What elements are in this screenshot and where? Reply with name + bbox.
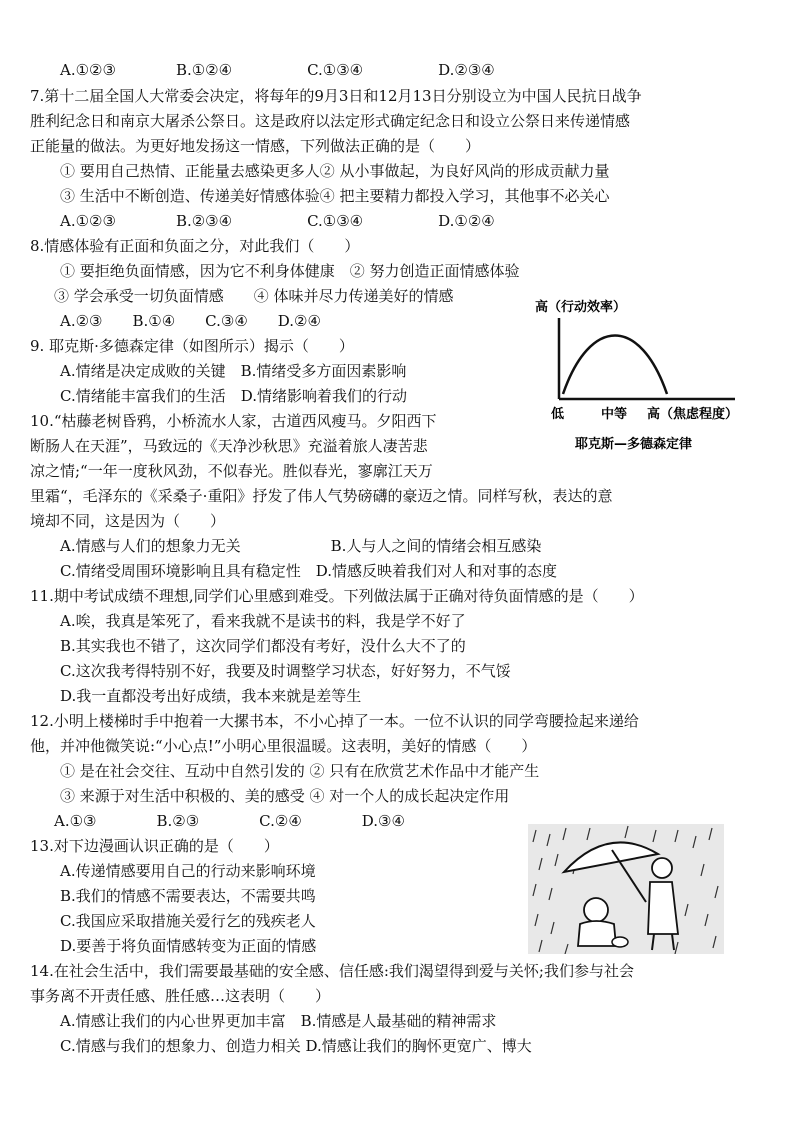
text-line: C.这次我考得特别不好，我要及时调整学习状态，好好努力，不气馁 [60,662,511,680]
text-line: C.我国应采取措施关爱行乞的残疾老人 [60,912,316,930]
yerkes-dodson-figure [535,296,747,456]
text-line: 事务离不开责任感、胜任感…这表明（ ） [30,987,331,1005]
text-line: 里霜“，毛泽东的《采桑子·重阳》抒发了伟人气势磅礴的豪迈之情。同样写秋，表达的意 [30,487,613,505]
text-line: A.唉，我真是笨死了，看来我就不是读书的料，我是学不好了 [60,612,466,630]
y-axis-label: 高（行动效率） [535,300,627,315]
text-line: C.情绪受周围环境影响且具有稳定性 D.情感反映着我们对人和对事的态度 [60,562,557,580]
text-line: 凉之情;“一年一度秋风劲，不似春光。胜似春光，寥廓江天万 [30,462,433,480]
text-line: C.情绪能丰富我们的生活 D.情绪影响着我们的行动 [60,387,407,405]
text-line: ③ 来源于对生活中积极的、美的感受 ④ 对一个人的成长起决定作用 [60,787,510,805]
text-line: A.①②③ B.②③④ C.①③④ D.①②④ [60,212,495,230]
text-line: B.我们的情感不需要表达，不需要共鸣 [60,887,316,905]
text-line: 断肠人在天涯”，马致远的《天净沙秋思》充溢着旅人凄苦悲 [30,437,428,455]
text-line: 13.对下边漫画认识正确的是（ ） [30,837,279,855]
x-tick-high: 高（焦虑程度） [647,407,739,422]
text-line: 境却不同，这是因为（ ） [30,512,226,530]
text-line: D.要善于将负面情感转变为正面的情感 [60,937,317,955]
rain-umbrella-comic [528,824,724,954]
text-line: ① 是在社会交往、互动中自然引发的 ② 只有在欣赏艺术作品中才能产生 [60,762,540,780]
x-tick-low: 低 [551,407,565,422]
text-line: ③ 学会承受一切负面情感 ④ 体味并尽力传递美好的情感 [54,287,454,305]
text-line: A.情感让我们的内心世界更加丰富 B.情感是人最基础的精神需求 [60,1012,497,1030]
text-line: B.其实我也不错了，这次同学们都没有考好，没什么大不了的 [60,637,466,655]
curve-chart [535,296,747,456]
text-line: A.情感与人们的想象力无关 B.人与人之间的情绪会相互感染 [60,537,542,555]
text-line: 12.小明上楼梯时手中抱着一大摞书本，不小心掉了一本。一位不认识的同学弯腰捡起来递给 [30,712,639,730]
text-line: 正能量的做法。为更好地发扬这一情感，下列做法正确的是（ ） [30,137,481,155]
text-line: 7.第十二届全国人大常委会决定，将每年的9月3日和12月13日分别设立为中国人民抗日战争 [30,87,642,105]
text-line: 胜利纪念日和南京大屠杀公祭日。这是政府以法定形式确定纪念日和设立公祭日来传递情感 [30,112,631,130]
text-line: 9. 耶克斯·多德森定律（如图所示）揭示（ ） [30,337,354,355]
text-line: A.①②③ B.①②④ C.①③④ D.②③④ [60,61,495,79]
text-line: ① 要用自己热情、正能量去感染更多人② 从小事做起，为良好风尚的形成贡献力量 [60,162,610,180]
figure-caption: 耶克斯—多德森定律 [575,437,693,452]
text-line: D.我一直都没考出好成绩，我本来就是差等生 [60,687,362,705]
text-line: 8.情感体验有正面和负面之分，对此我们（ ） [30,237,360,255]
text-line: C.情感与我们的想象力、创造力相关 D.情感让我们的胸怀更宽广、博大 [60,1037,532,1055]
text-line: 10.“枯藤老树昏鸦，小桥流水人家，古道西风瘦马。夕阳西下 [30,412,437,430]
text-line: ③ 生活中不断创造、传递美好情感体验④ 把主要精力都投入学习，其他事不必关心 [60,187,610,205]
comic-drawing [528,824,724,954]
text-line: A.②③ B.①④ C.③④ D.②④ [60,312,321,330]
text-line: A.传递情感要用自己的行动来影响环境 [60,862,316,880]
text-line: 他，并冲他微笑说:“小心点!”小明心里很温暖。这表明，美好的情感（ ） [30,737,537,755]
efficiency-curve [563,336,667,395]
text-line: A.情绪是决定成败的关键 B.情绪受多方面因素影响 [60,362,407,380]
text-line: ① 要拒绝负面情感，因为它不利身体健康 ② 努力创造正面情感体验 [60,262,520,280]
text-line: A.①③ B.②③ C.②④ D.③④ [54,812,405,830]
text-line: 11.期中考试成绩不理想,同学们心里感到难受。下列做法属于正确对待负面情感的是（ ） [30,587,644,605]
x-tick-mid: 中等 [601,407,628,422]
text-line: 14.在社会生活中，我们需要最基础的安全感、信任感:我们渴望得到爱与关怀;我们参与社会 [30,962,634,980]
